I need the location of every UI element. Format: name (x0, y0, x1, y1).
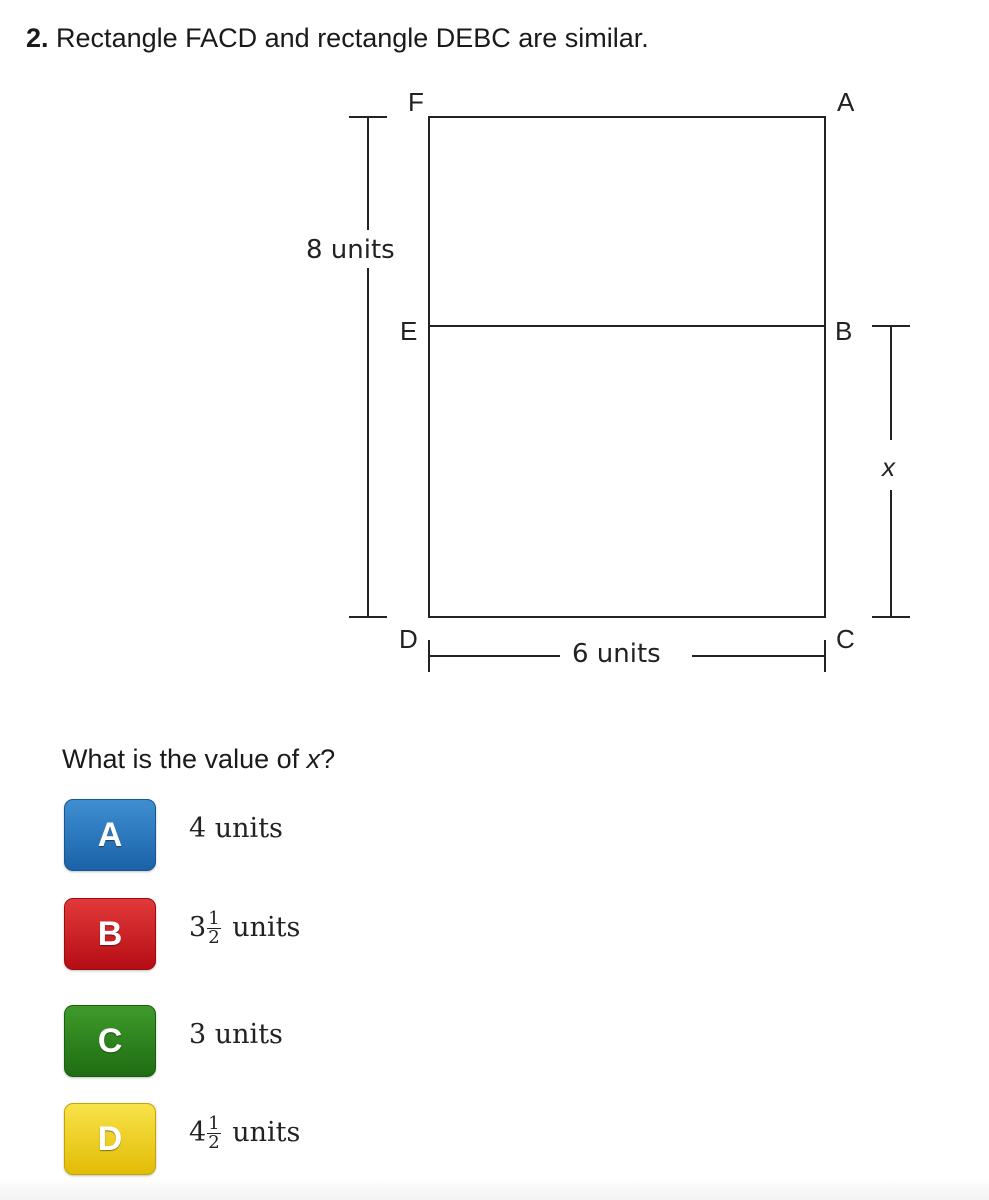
choice-c-text (189, 1013, 283, 1057)
choice-b-button[interactable]: B (64, 898, 156, 970)
choice-d-text (189, 1111, 300, 1155)
choice-b-fraction (207, 910, 220, 947)
choice-d-denominator: 2 (208, 1132, 220, 1153)
choice-c-unit: units (214, 1019, 283, 1050)
choice-b-numerator: 1 (208, 908, 220, 929)
choice-b-denominator: 2 (208, 927, 220, 948)
rectangle-facd (429, 117, 825, 617)
vertex-label-b: B (835, 316, 853, 346)
choice-a-button[interactable]: A (64, 799, 156, 871)
choice-d[interactable] (64, 1103, 464, 1177)
choice-d-numerator: 1 (208, 1113, 220, 1134)
choice-b[interactable] (64, 898, 464, 972)
choice-c-button[interactable]: C (64, 1005, 156, 1077)
prompt-text (62, 742, 335, 776)
question-statement: Rectangle FACD and rectangle DEBC are similar. (56, 23, 649, 53)
choice-a-value: 4 (189, 813, 207, 844)
question-number: 2. (26, 23, 49, 53)
choice-c-value: 3 (189, 1019, 207, 1050)
width-label: 6 units (572, 639, 661, 669)
choice-d-button[interactable]: D (64, 1103, 156, 1175)
choice-d-value: 4 (189, 1117, 207, 1148)
choice-a-unit: units (214, 813, 283, 844)
choice-a[interactable] (64, 799, 464, 873)
choice-d-unit: units (232, 1117, 301, 1148)
prompt-after: ? (320, 744, 336, 774)
vertex-label-d: D (399, 624, 418, 654)
choice-b-unit: units (232, 912, 301, 943)
choice-b-text (189, 906, 300, 950)
height-label: 8 units (306, 235, 395, 265)
choice-d-fraction (207, 1115, 220, 1152)
choice-b-value: 3 (189, 912, 207, 943)
page-bottom-edge (0, 1178, 989, 1200)
vertex-label-e: E (400, 316, 418, 346)
choice-c[interactable] (64, 1005, 464, 1079)
choice-a-text (189, 807, 283, 851)
prompt-variable: x (306, 744, 321, 774)
x-label: x (882, 452, 895, 482)
vertex-label-c: C (836, 624, 855, 654)
vertex-label-a: A (837, 87, 855, 117)
vertex-label-f: F (408, 87, 424, 117)
prompt-before: What is the value of (62, 744, 307, 774)
